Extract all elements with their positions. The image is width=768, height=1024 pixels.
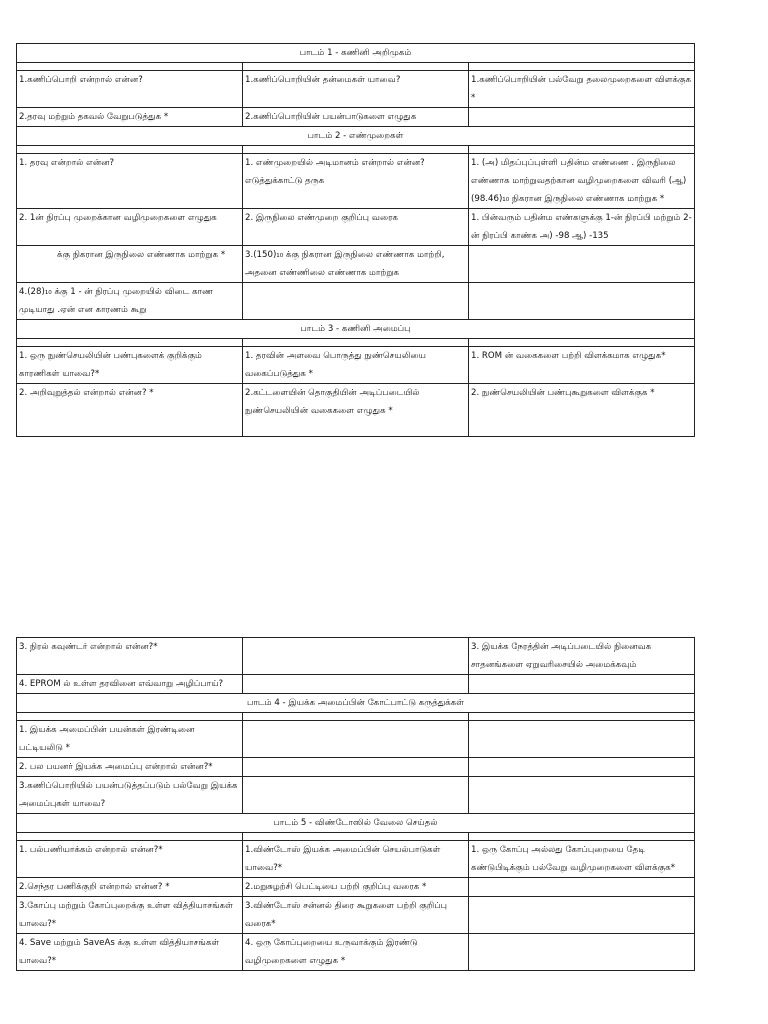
question-cell [243,758,469,777]
lesson-header-row [17,44,695,63]
question-cell [469,777,695,814]
question-row [17,347,695,384]
question-row [17,878,695,897]
question-cell: 1. எண்முறையில் அடிமானம் என்றால் என்ன? எடுத்துக்காட்டு தருக [243,154,469,209]
question-cell: 1. ஒரு நுண்செயலியின் பண்புகளைக் குறிக்கும் காரணிகள் யாவை?* [17,347,243,384]
question-cell: 1. பல்பணியாக்கம் என்றால் என்ன?* [17,841,243,878]
question-cell [469,721,695,758]
question-cell: 1. இயக்க அமைப்பின் பயன்கள் இரண்டினை பட்டியலிடு * [17,721,243,758]
question-cell: 4. ஒரு கோப்புறையை உருவாக்கும் இரண்டு வழிமுறைகளை எழுதுக * [243,934,469,971]
spacer-row [17,63,695,71]
spacer-row [17,146,695,154]
lesson-header-row [17,694,695,713]
lesson-5-title: பாடம் 5 - விண்டோஸில் வேலை செய்தல் [17,814,695,833]
spacer-row [17,339,695,347]
question-cell: 1.கணிப்பொறியின் பல்வேறு தலைமுறைகளை விளக்குக * [469,71,695,108]
question-row [17,675,695,694]
lesson-3-title: பாடம் 3 - கணினி அமைப்பு [17,320,695,339]
question-cell: 4. Save மற்றும் SaveAs க்கு உள்ள வித்தியாசங்கள் யாவை?* [17,934,243,971]
question-cell: 3.விண்டோஸ் சன்னல் திரை கூறுகளை பற்றி குறிப்பு வரைக* [243,897,469,934]
question-cell: 3.கணிப்பொறியில் பயன்படுத்தப்படும் பல்வேறு இயக்க அமைப்புகள் யாவை? [17,777,243,814]
question-cell [469,934,695,971]
spacer-row [17,833,695,841]
question-cell: 1. பின்வரும் பதின்ம எண்களுக்கு 1-ன் நிரப்பி மற்றும் 2-ன் நிரப்பி காண்க அ) -98 ஆ) -135 [469,209,695,246]
lesson-header-row [17,320,695,339]
question-row [17,108,695,127]
lesson-header-row [17,127,695,146]
lesson-header-row [17,814,695,833]
question-row [17,758,695,777]
question-cell [469,897,695,934]
question-cell: 2. 1ன் நிரப்பு முறைக்கான வழிமுறைகளை எழுதுக [17,209,243,246]
question-cell: 1.கணிப்பொறியின் தன்மைகள் யாவை? [243,71,469,108]
question-cell [469,675,695,694]
question-cell [469,878,695,897]
question-cell: 1. தரவின் அளவை பொருத்து நுண்செயலியை வகைப்படுத்துக * [243,347,469,384]
question-cell: 3. இயக்க நேரத்தின் அடிப்படையில் நினைவக சாதனங்களை ஏறுவரிசையில் அமைக்கவும் [469,638,695,675]
question-row [17,934,695,971]
question-cell: 1. தரவு என்றால் என்ன? [17,154,243,209]
question-cell: 4. EPROM ல் உள்ள தரவினை எவ்வாறு அழிப்பாய்? [17,675,243,694]
lesson-4-title: பாடம் 4 - இயக்க அமைப்பின் கோட்பாட்டு கருத்துக்கள் [17,694,695,713]
question-cell: 2. அறிவுறுத்தல் என்றால் என்ன? * [17,384,243,437]
question-table-page-1 [16,43,695,437]
question-cell: க்கு நிகரான இருநிலை எண்ணாக மாற்றுக * [17,246,243,283]
question-cell [469,108,695,127]
question-row [17,283,695,320]
question-cell [469,758,695,777]
question-cell [243,721,469,758]
question-cell: 1.விண்டோஸ் இயக்க அமைப்பின் செயல்பாடுகள் யாவை?* [243,841,469,878]
question-cell: 1. ஒரு கோப்பு அல்லது கோப்புறையை தேடி கண்டுபிடிக்கும் பல்வேறு வழிமுறைகளை விளக்குக* [469,841,695,878]
question-cell: 1.கணிப்பொறி என்றால் என்ன? [17,71,243,108]
question-cell: 2.கட்டளையின் தொகுதியின் அடிப்படையில் நுண்செயலியின் வகைகளை எழுதுக * [243,384,469,437]
question-cell: 2. இருநிலை எண்முறை குறிப்பு வரைக [243,209,469,246]
question-cell [243,777,469,814]
question-cell: 1. ROM ன் வகைகளை பற்றி விளக்கமாக எழுதுக* [469,347,695,384]
question-cell: 3. நிரல் கவுண்டர் என்றால் என்ன?* [17,638,243,675]
question-table-page-2 [16,637,695,971]
question-row [17,721,695,758]
question-cell: 3.(150)₁₀ க்கு நிகரான இருநிலை எண்ணாக மாற்றி, அதனை எண்ணிலை எண்ணாக மாற்றுக [243,246,469,283]
lesson-2-title: பாடம் 2 - எண்முறைகள் [17,127,695,146]
question-row [17,209,695,246]
lesson-1-title: பாடம் 1 - கணினி அறிமுகம் [17,44,695,63]
question-row [17,638,695,675]
question-cell: 2. நுண்செயலியின் பண்புகூறுகளை விளக்குக * [469,384,695,437]
question-cell: 3.கோப்பு மற்றும் கோப்புறைக்கு உள்ள வித்தியாசங்கள் யாவை?* [17,897,243,934]
question-cell [243,675,469,694]
question-cell: 2.தரவு மற்றும் தகவல் வேறுபடுத்துக * [17,108,243,127]
question-row [17,154,695,209]
question-row [17,71,695,108]
question-row [17,246,695,283]
question-cell [469,246,695,283]
question-row [17,777,695,814]
question-row [17,841,695,878]
question-cell [243,638,469,675]
question-cell: 2.கணிப்பொறியின் பயன்பாடுகளை எழுதுக [243,108,469,127]
question-row [17,897,695,934]
spacer-row [17,713,695,721]
question-cell: 2. பல பயனர் இயக்க அமைப்பு என்றால் என்ன?* [17,758,243,777]
question-cell: 1. (அ) மிதப்புப்புள்ளி பதின்ம எண்ணை . இருநிலை எண்ணாக மாற்றுவதற்கான வழிமுறைகளை விவரி (ஆ) (98.46)₁₀ நிகரான இருநிலை எண்ணாக மாற்றுக * [469,154,695,209]
question-cell: 2.செந்தர பணிக்குறி என்றால் என்ன? * [17,878,243,897]
question-cell: 2.மறுசுழற்சி பெட்டியை பற்றி குறிப்பு வரைக * [243,878,469,897]
question-cell [469,283,695,320]
question-cell: 4.(28)₁₀ க்கு 1 - ன் நிரப்பு முறையில் விடை காண முடியாது .ஏன் என காரணம் கூறு [17,283,243,320]
question-row [17,384,695,437]
question-cell [243,283,469,320]
